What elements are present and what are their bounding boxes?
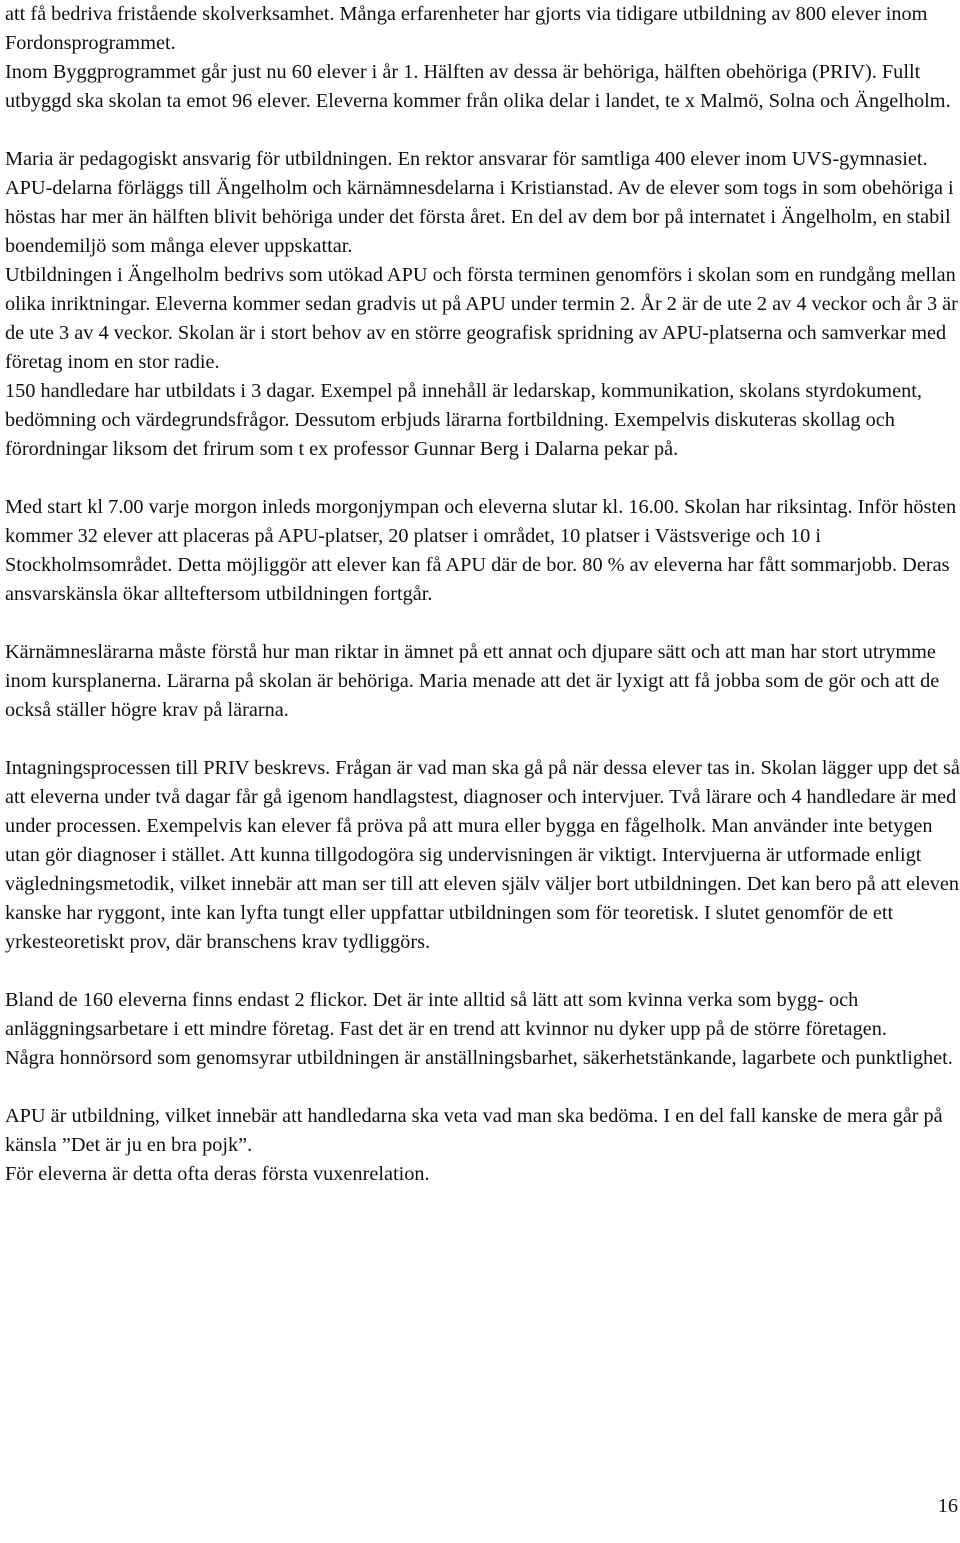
paragraph-bland-eleverna: Bland de 160 eleverna finns endast 2 flickor. Det är inte alltid så lätt att som kvinna verka som bygg- och anläggningsarbetare i ett mindre företag. Fast det är en trend att kvinnor nu dyker upp på de större företagen. — [5, 989, 887, 1040]
paragraph-intro-continuation: att få bedriva fristående skolverksamhet. Många erfarenheter har gjorts via tidigare utbildning av 800 elever inom Fordonsprogrammet. — [5, 3, 928, 54]
paragraph-spacer — [5, 464, 960, 493]
paragraph-apu-utbildning: APU är utbildning, vilket innebär att handledarna ska veta vad man ska bedöma. I en del fall kanske de mera går på känsla ”Det är ju en bra pojk”. — [5, 1105, 943, 1156]
paragraph-med-start: Med start kl 7.00 varje morgon inleds morgonjympan och eleverna slutar kl. 16.00. Skolan har riksintag. Inför hösten kommer 32 elever att placeras på APU-platser, 20 platser i området, 10 platser i Västsverige och 10 i Stockholmsområdet. Detta möjliggör att elever kan få APU där de bor. 80 % av eleverna har fått sommarjobb. Deras ansvarskänsla ökar allteftersom utbildningen fortgår. — [5, 496, 957, 605]
paragraph-byggprogrammet: Inom Byggprogrammet går just nu 60 elever i år 1. Hälften av dessa är behöriga, hälften obehöriga (PRIV). Fullt utbyggd ska skolan ta emot 96 elever. Eleverna kommer från olika delar i landet, te x Malmö, Solna och Ängelholm. — [5, 61, 951, 112]
paragraph-honnorsord: Några honnörsord som genomsyrar utbildningen är anställningsbarhet, säkerhetstänkande, lagarbete och punktlighet. — [5, 1047, 953, 1069]
paragraph-spacer — [5, 116, 960, 145]
page-number: 16 — [937, 1495, 958, 1517]
document-page — [5, 0, 960, 1189]
paragraph-spacer — [5, 725, 960, 754]
paragraph-intagningsprocessen: Intagningsprocessen till PRIV beskrevs. Frågan är vad man ska gå på när dessa elever tas in. Skolan lägger upp det så att eleverna under två dagar får gå igenom handlagstest, diagnoser och intervjuer. Två lärare och 4 handledare är med under processen. Exempelvis kan elever få pröva på att mura eller bygga en fågelholk. Man använder inte betygen utan gör diagnoser i stället. Att kunna tillgodogöra sig undervisningen är viktigt. Intervjuerna är utformade enligt vägledningsmetodik, vilket innebär att man ser till att eleven själv väljer bort utbildningen. Det kan bero på att eleven kanske har ryggont, inte kan lyfta tungt eller uppfattar utbildningen som för teoretisk. I slutet genomför de ett yrkesteoretiskt prov, där branschens krav tydliggörs. — [5, 757, 960, 953]
paragraph-karnamneslararna: Kärnämneslärarna måste förstå hur man riktar in ämnet på ett annat och djupare sätt och att man har stort utrymme inom kursplanerna. Lärarna på skolan är behöriga. Maria menade att det är lyxigt att få jobba som de gör och att de också ställer högre krav på lärarna. — [5, 641, 940, 721]
paragraph-utbildningen-angelholm: Utbildningen i Ängelholm bedrivs som utökad APU och första terminen genomförs i skolan som en rundgång mellan olika inriktningar. Eleverna kommer sedan gradvis ut på APU under termin 2. År 2 är de ute 2 av 4 veckor och år 3 är de ute 3 av 4 veckor. Skolan är i stort behov av en större geografisk spridning av APU-platserna och samverkar med företag inom en stor radie. — [5, 264, 958, 373]
paragraph-vuxenrelation: För eleverna är detta ofta deras första vuxenrelation. — [5, 1163, 430, 1185]
paragraph-handledare: 150 handledare har utbildats i 3 dagar. Exempel på innehåll är ledarskap, kommunikation, skolans styrdokument, bedömning och värdegrundsfrågor. Dessutom erbjuds lärarna fortbildning. Exempelvis diskuteras skollag och förordningar liksom det frirum som t ex professor Gunnar Berg i Dalarna pekar på. — [5, 380, 922, 460]
paragraph-maria-ansvarig: Maria är pedagogiskt ansvarig för utbildningen. En rektor ansvarar för samtliga 400 elever inom UVS-gymnasiet. APU-delarna förläggs till Ängelholm och kärnämnesdelarna i Kristianstad. Av de elever som togs in som obehöriga i höstas har mer än hälften blivit behöriga under det första året. En del av dem bor på internatet i Ängelholm, en stabil boendemiljö som många elever uppskattar. — [5, 148, 954, 257]
paragraph-spacer — [5, 957, 960, 986]
paragraph-spacer — [5, 609, 960, 638]
paragraph-spacer — [5, 1073, 960, 1102]
